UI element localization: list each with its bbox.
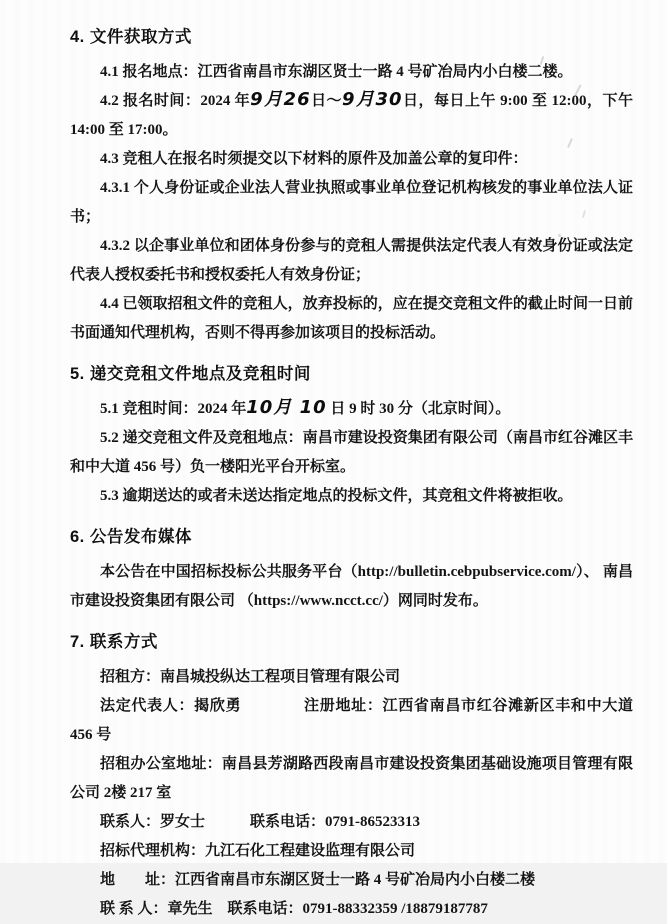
p42-printed-middle: 日～ [310, 93, 343, 109]
paragraph-5-3-late-delivery: 5.3 逾期送达的或者未送达指定地点的投标文件，其竞租文件将被拒收。 [100, 488, 573, 504]
paragraph-4-3-required-materials: 4.3 竞租人在报名时须提交以下材料的原件及加盖公章的复印件： [100, 151, 528, 167]
section-contact-info [70, 631, 633, 924]
contact-line-person-luo-phone: 联系人：罗女士 联系电话：0791-86523313 [100, 814, 420, 830]
paragraph-4-3-1-id-documents: 4.3.1 个人身份证或企业法人营业执照或事业单位登记机构核发的事业单位法人证书； [70, 180, 633, 225]
section-5-heading: 5. 递交竞租文件地点及竞租时间 [70, 365, 311, 383]
section-announcement-media [70, 526, 633, 616]
contact-line-agency: 招标代理机构：九江石化工程建设监理有限公司 [100, 843, 416, 859]
paragraph-5-1-bidding-time [70, 395, 633, 424]
paragraph-4-3-2-legal-representative: 4.3.2 以企事业单位和团体身份参与的竞租人需提供法定代表人有效身份证或法定代表人授权委托书和授权委托人有效身份证； [70, 238, 633, 283]
p51-printed-prefix: 5.1 竞租时间：2024 年 [100, 401, 247, 417]
paragraph-4-4-withdrawal-notice: 4.4 已领取招租文件的竞租人，放弃投标的，应在提交竞租文件的截止时间一日前书面通知代理机构，否则不得再参加该项目的投标活动。 [70, 296, 633, 341]
p51-printed-suffix: 日 9 时 30 分（北京时间）。 [326, 401, 511, 417]
p42-printed-suffix: 日，每日上午 9:00 至 12:00，下午 14:00 至 17:00。 [70, 93, 633, 138]
scan-artifact [558, 234, 561, 237]
handwritten-bid-date: 10月 10 [246, 397, 327, 418]
section-7-heading: 7. 联系方式 [70, 633, 158, 651]
p42-printed-prefix: 4.2 报名时间：2024 年 [100, 93, 251, 109]
contact-line-legal-rep-address: 法定代表人：揭欣勇 注册地址：江西省南昌市红谷滩新区丰和中大道 456 号 [70, 698, 633, 743]
handwritten-end-date: 9月30 [342, 89, 403, 110]
paragraph-6-publication-platforms: 本公告在中国招标投标公共服务平台（http://bulletin.cebpubservice.com/）、 南昌市建设投资集团有限公司 （https://www.ncct.cc/）网同时发布。 [70, 564, 633, 609]
section-document-acquisition [70, 26, 633, 348]
section-submission-place-time [70, 363, 633, 511]
contact-line-office-address: 招租办公室地址：南昌县芳湖路西段南昌市建设投资集团基础设施项目管理有限公司 2楼 217 室 [70, 756, 633, 801]
paragraph-4-1-registration-location: 4.1 报名地点：江西省南昌市东湖区贤士一路 4 号矿冶局内小白楼二楼。 [100, 64, 573, 80]
section-6-heading: 6. 公告发布媒体 [70, 528, 192, 546]
contact-line-lessor: 招租方：南昌城投纵达工程项目管理有限公司 [100, 669, 401, 685]
section-4-heading: 4. 文件获取方式 [70, 28, 192, 46]
paragraph-5-2-submission-location: 5.2 递交竞租文件及竞租地点：南昌市建设投资集团有限公司（南昌市红谷滩区丰和中大道 456 号）负一楼阳光平台开标室。 [70, 430, 633, 475]
paragraph-4-2-registration-time [70, 87, 633, 145]
contact-line-person-zhang-phone: 联 系 人：章先生 联系电话：0791-88332359 /18879187787 [100, 901, 488, 917]
handwritten-start-date: 9月26 [250, 89, 311, 110]
contact-line-agency-address: 地 址：江西省南昌市东湖区贤士一路 4 号矿冶局内小白楼二楼 [100, 872, 536, 888]
